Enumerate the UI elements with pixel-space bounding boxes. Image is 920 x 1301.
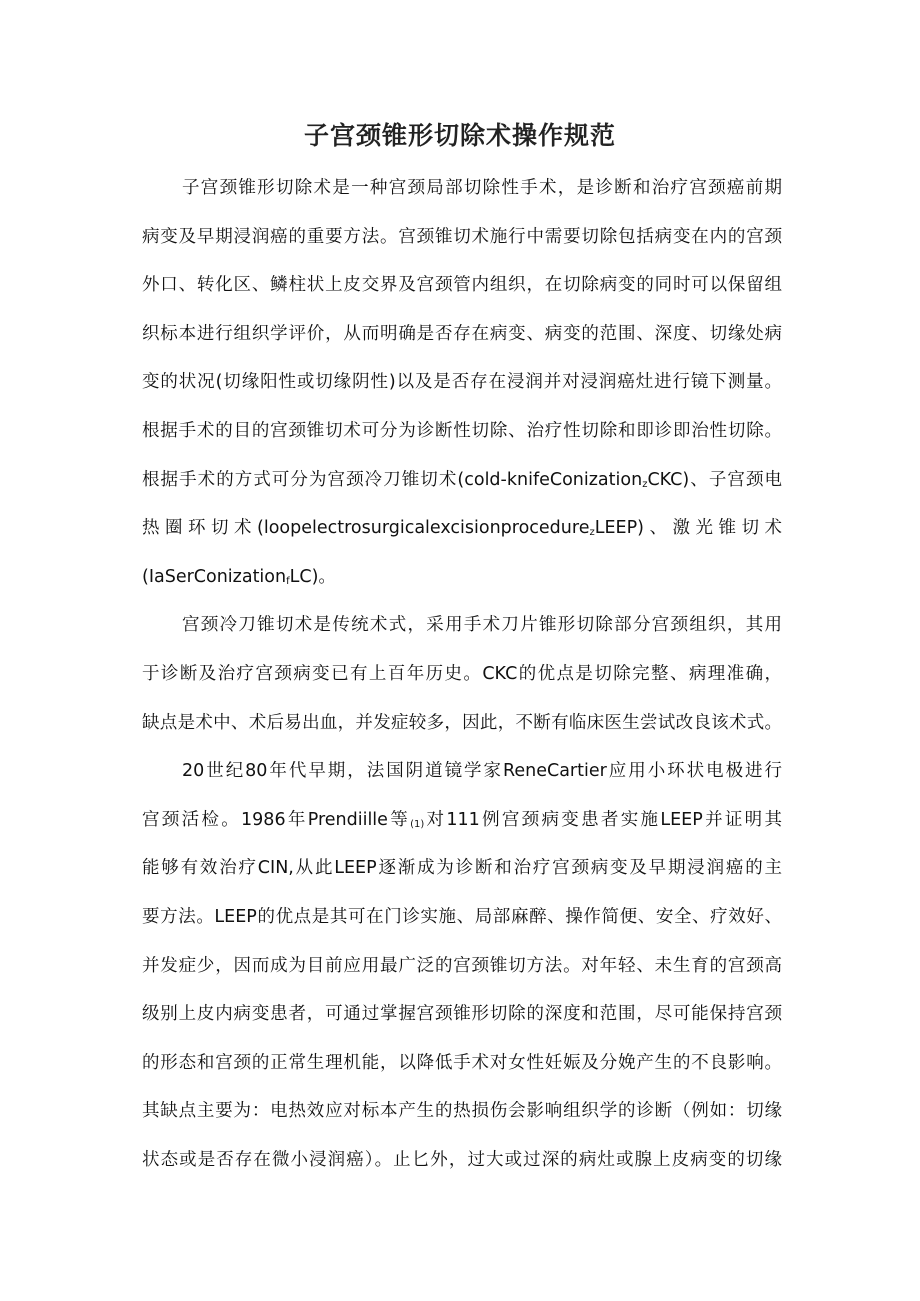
text-fragment: 根据手术的方式可分为宫颈冷刀锥切术(cold-knifeConization	[142, 469, 643, 490]
paragraph-2	[142, 601, 782, 747]
text-fragment: 热圈环切术(loopelectrosurgicalexcisionprocedure	[142, 518, 590, 539]
paragraph-line: 子宫颈锥形切除术是一种宫颈局部切除性手术，是诊断和治疗宫颈癌前期	[182, 178, 782, 198]
paragraph-line: 缺点是术中、术后易出血，并发症较多，因此，不断有临床医生尝试改良该术式。	[142, 712, 782, 733]
paragraph-line: 20世纪80年代早期，法国阴道镜学家ReneCartier应用小环状电极进行	[182, 761, 782, 782]
paragraph-line: 级别上皮内病变患者，可通过掌握宫颈锥形切除的深度和范围，尽可能保持宫颈	[142, 1004, 782, 1025]
subscript-mark: z	[589, 527, 595, 539]
text-fragment: CKC)、子宫颈电	[647, 469, 782, 490]
paragraph-line: 其缺点主要为：电热效应对标本产生的热损伤会影响组织学的诊断（例如：切缘	[142, 1101, 782, 1122]
paragraph-line: 能够有效治疗CIN,从此LEEP逐渐成为诊断和治疗宫颈病变及早期浸润癌的主	[142, 858, 782, 879]
paragraph-line	[142, 504, 782, 553]
paragraph-line: 于诊断及治疗宫颈病变已有上百年历史。CKC的优点是切除完整、病理准确，	[142, 663, 782, 684]
text-fragment: 宫颈活检。1986年Prendiille等	[142, 809, 411, 830]
paragraph-line: 织标本进行组织学评价，从而明确是否存在病变、病变的范围、深度、切缘处病	[142, 323, 782, 344]
paragraph-line: 宫颈冷刀锥切术是传统术式，采用手术刀片锥形切除部分宫颈组织，其用	[182, 615, 782, 636]
paragraph-line: 的形态和宫颈的正常生理机能，以降低手术对女性妊娠及分娩产生的不良影响。	[142, 1052, 782, 1073]
paragraph-line: 并发症少，因而成为目前应用最广泛的宫颈锥切方法。对年轻、未生育的宫颈高	[142, 955, 782, 976]
citation-mark: (1)	[410, 818, 425, 830]
document-title: 子宫颈锥形切除术操作规范	[303, 121, 616, 150]
subscript-mark: f	[286, 575, 290, 587]
subscript-mark: z	[642, 478, 648, 490]
paragraph-line	[142, 796, 782, 845]
paragraph-1	[142, 164, 782, 601]
paragraph-line	[142, 553, 782, 602]
paragraph-line: 外口、转化区、鳞柱状上皮交界及宫颈管内组织，在切除病变的同时可以保留组	[142, 275, 782, 296]
paragraph-line: 病变及早期浸润癌的重要方法。宫颈锥切术施行中需要切除包括病变在内的宫颈	[142, 226, 782, 247]
text-fragment: LEEP)、激光锥切术	[594, 518, 782, 539]
text-fragment: LC)。	[289, 566, 336, 587]
text-fragment: (IaSerConization	[142, 566, 287, 587]
paragraph-line: 状态或是否存在微小浸润癌）。止匕外，过大或过深的病灶或腺上皮病变的切缘	[142, 1149, 782, 1170]
text-fragment: 对111例宫颈病变患者实施LEEP并证明其	[424, 809, 782, 830]
paragraph-line: 变的状况(切缘阳性或切缘阴性)以及是否存在浸润并对浸润癌灶进行镜下测量。	[142, 372, 782, 393]
paragraph-line	[142, 456, 782, 505]
document-body	[142, 164, 782, 1184]
paragraph-line: 根据手术的目的宫颈锥切术可分为诊断性切除、治疗性切除和即诊即治性切除。	[142, 420, 782, 441]
paragraph-line: 要方法。LEEP的优点是其可在门诊实施、局部麻醉、操作简便、安全、疗效好、	[142, 906, 782, 927]
paragraph-3	[142, 747, 782, 1184]
